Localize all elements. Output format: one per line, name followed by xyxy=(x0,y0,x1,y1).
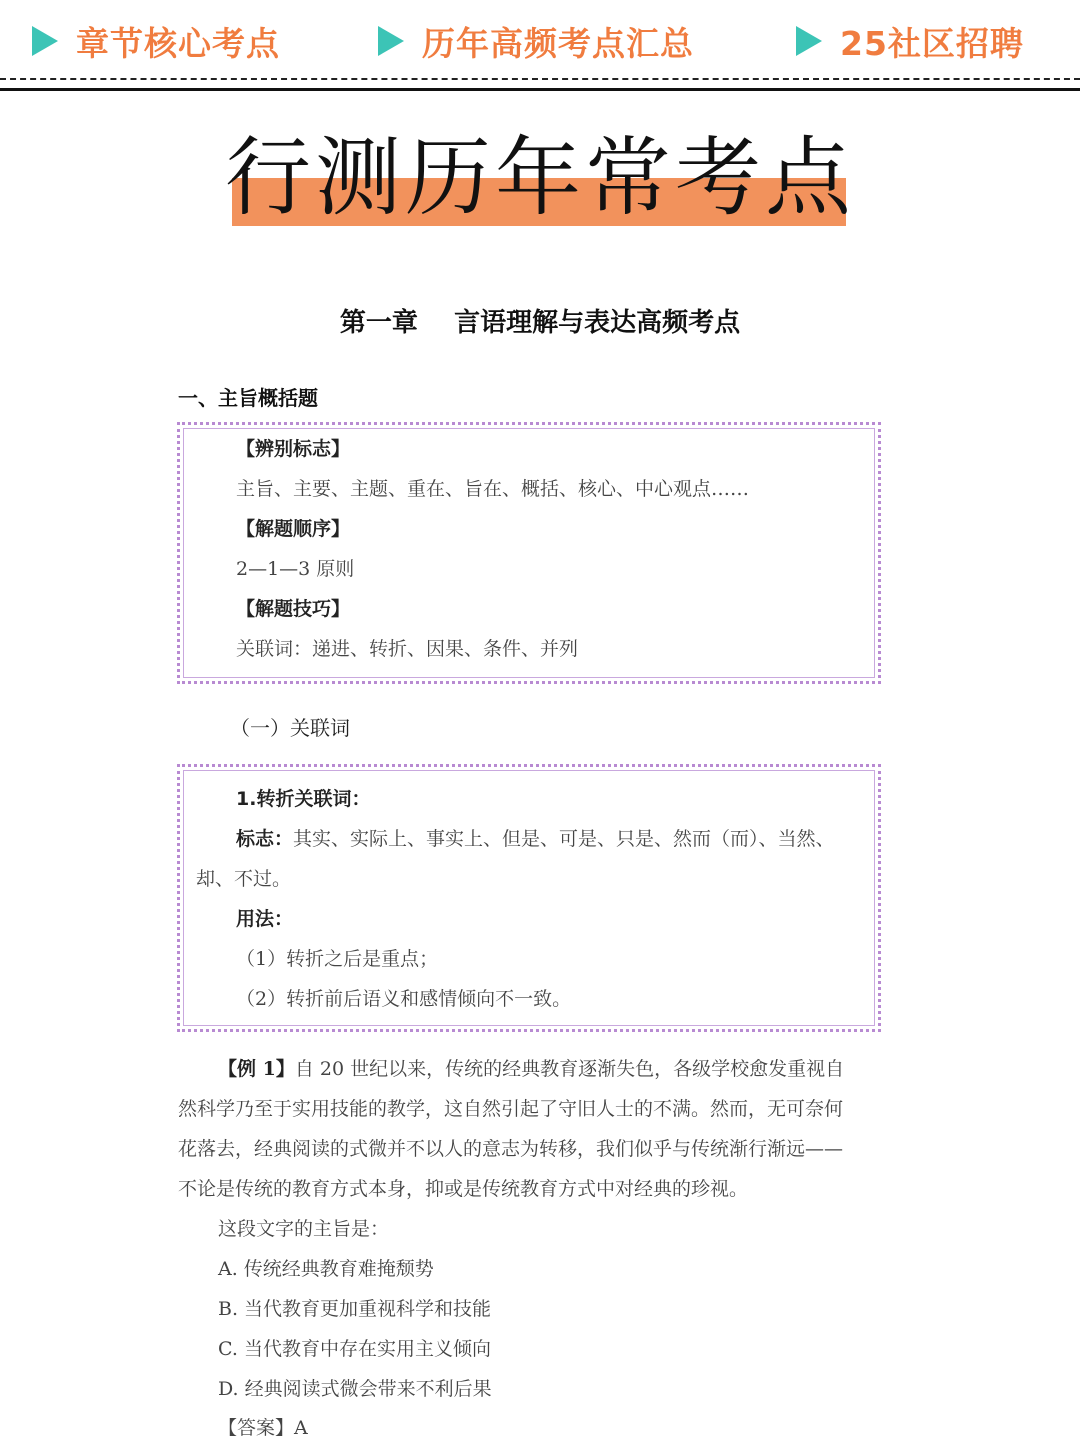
example-line: 花落去，经典阅读的式微并不以人的意志为转移，我们似乎与传统渐行渐远—— xyxy=(178,1138,844,1160)
box-label-identify: 【辨别标志】 xyxy=(236,438,351,460)
box-text-skill: 关联词：递进、转折、因果、条件、并列 xyxy=(236,638,579,660)
option-d: D. 经典阅读式微会带来不利后果 xyxy=(218,1378,492,1400)
play-arrow-icon xyxy=(378,26,404,56)
option-a: A. 传统经典教育难掩颓势 xyxy=(218,1258,434,1280)
chapter-title: 第一章 言语理解与表达高频考点 xyxy=(339,308,741,338)
example-line xyxy=(218,1054,844,1081)
nav-solid-divider xyxy=(0,88,1080,91)
top-nav xyxy=(0,0,1080,92)
play-arrow-icon xyxy=(32,26,58,56)
nav-item-recruit[interactable] xyxy=(796,18,1024,64)
example-label: 【例 1】 xyxy=(218,1058,295,1080)
answer-text: 【答案】A xyxy=(218,1417,308,1439)
hero xyxy=(0,128,1080,238)
box-heading: 1.转折关联词： xyxy=(236,788,371,810)
box-label-skill: 【解题技巧】 xyxy=(236,598,351,620)
option-c: C. 当代教育中存在实用主义倾向 xyxy=(218,1338,491,1360)
usage-label: 用法： xyxy=(236,908,294,930)
nav-item-label: 25社区招聘 xyxy=(840,23,1024,63)
page-title: 行测历年常考点 xyxy=(225,128,855,228)
subsection-title: （一）关联词 xyxy=(230,716,350,740)
nav-item-label: 章节核心考点 xyxy=(76,23,280,63)
usage-item: （2）转折前后语义和感情倾向不一致。 xyxy=(236,988,572,1010)
example-line: 不论是传统的教育方式本身，抑或是传统教育方式中对经典的珍视。 xyxy=(178,1178,749,1200)
nav-item-frequent[interactable] xyxy=(378,18,694,64)
box-sign-line xyxy=(236,824,835,851)
nav-item-label: 历年高频考点汇总 xyxy=(422,23,694,63)
box-sign-line-2: 却、不过。 xyxy=(196,868,292,890)
sign-text: 其实、实际上、事实上、但是、可是、只是、然而（而）、当然、 xyxy=(293,828,835,850)
sign-label: 标志： xyxy=(236,828,294,850)
play-arrow-icon xyxy=(796,26,822,56)
section-title: 一、主旨概括题 xyxy=(178,386,318,410)
box-text-identify: 主旨、主要、主题、重在、旨在、概括、核心、中心观点…… xyxy=(236,478,750,500)
option-b: B. 当代教育更加重视科学和技能 xyxy=(218,1298,492,1320)
box-label-order: 【解题顺序】 xyxy=(236,518,351,540)
nav-dashed-divider xyxy=(0,78,1080,80)
example-text: 自 20 世纪以来，传统的经典教育逐渐失色，各级学校愈发重视自 xyxy=(294,1058,845,1080)
usage-item: （1）转折之后是重点； xyxy=(236,948,439,970)
nav-item-core[interactable] xyxy=(32,18,280,64)
box-text-order: 2—1—3 原则 xyxy=(236,558,355,580)
question-text: 这段文字的主旨是： xyxy=(218,1218,390,1240)
example-line: 然科学乃至于实用技能的教学，这自然引起了守旧人士的不满。然而，无可奈何 xyxy=(178,1098,844,1120)
